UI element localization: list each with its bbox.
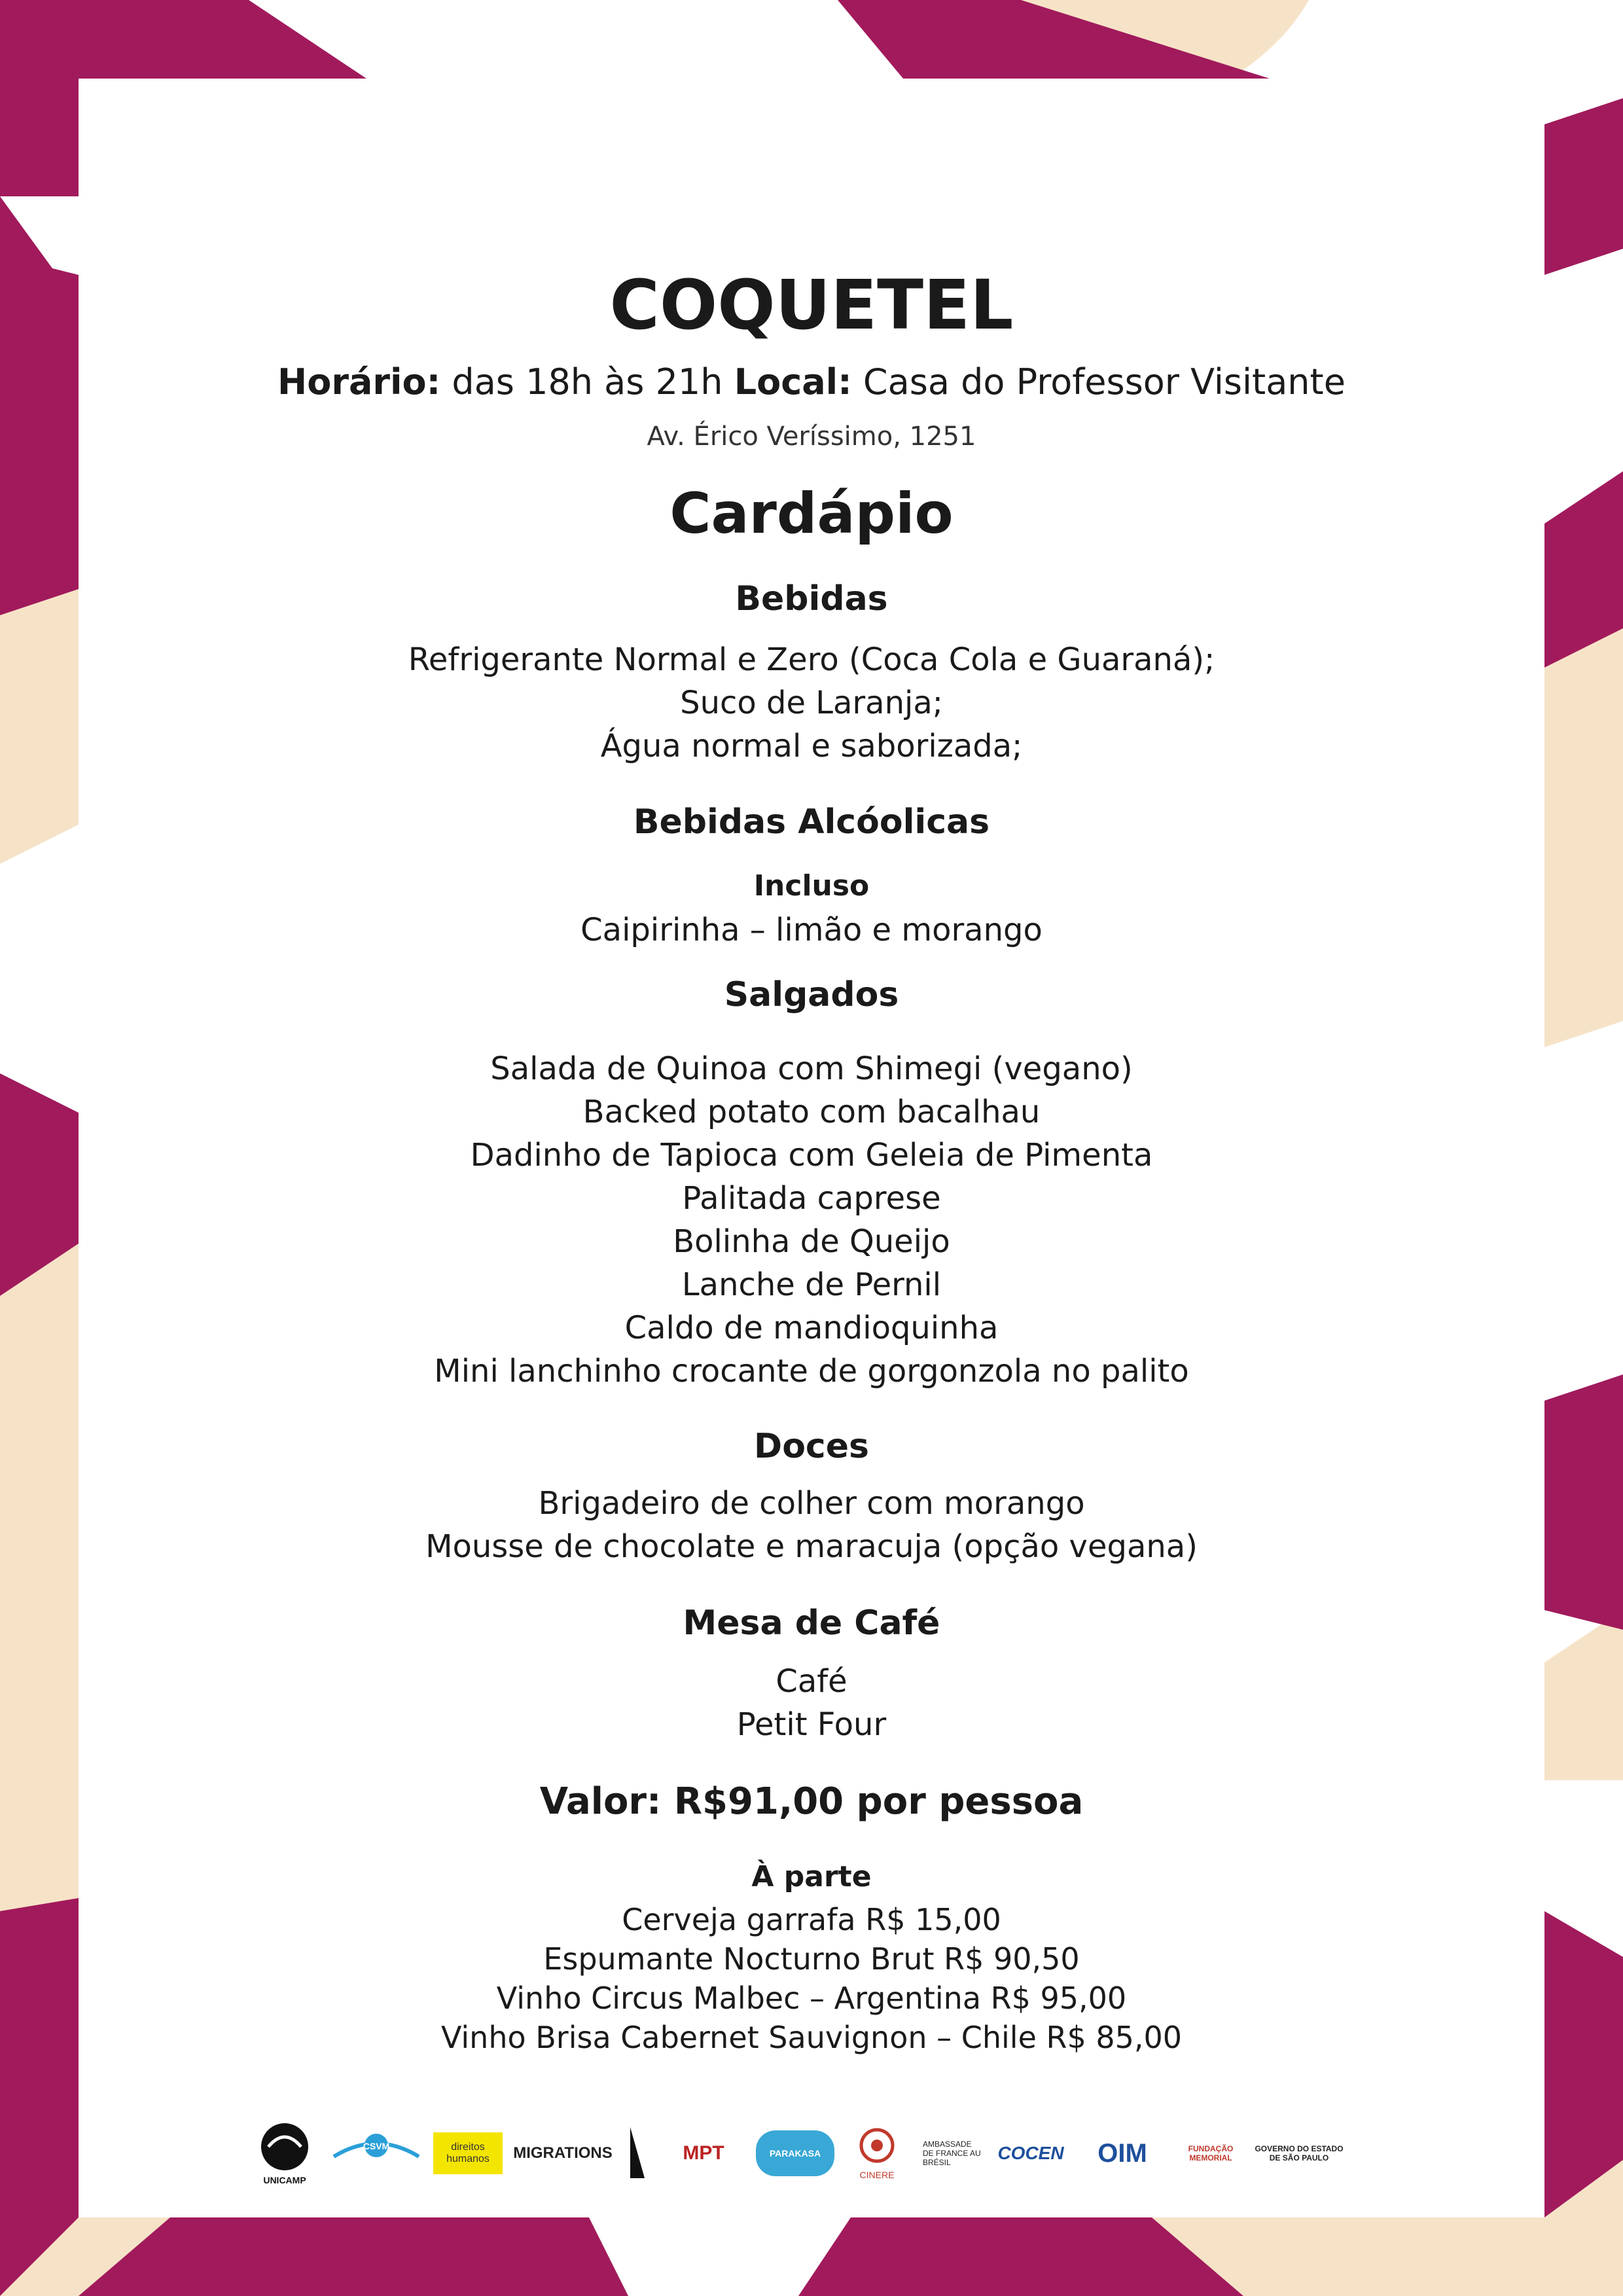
direitos-humanos-logo: direitos humanos xyxy=(432,2121,504,2186)
bg-shape-cream-left-mid xyxy=(0,589,79,864)
unicamp-logo xyxy=(249,2121,321,2186)
event-title: COQUETEL xyxy=(609,265,1014,345)
list-item: Brigadeiro de colher com morango xyxy=(538,1485,1085,1522)
list-item: Água normal e saborizada; xyxy=(600,728,1023,764)
list-item: Petit Four xyxy=(736,1706,887,1743)
list-item: Caldo de mandioquinha xyxy=(624,1310,999,1346)
svg-text:CSVM: CSVM xyxy=(363,2141,390,2151)
svg-text:UNICAMP: UNICAMP xyxy=(263,2175,306,2185)
list-item: Vinho Brisa Cabernet Sauvignon – Chile R$ 85,00 xyxy=(440,2020,1183,2055)
cinere-logo xyxy=(844,2121,910,2186)
csvm-logo xyxy=(327,2121,425,2186)
section-title-doces: Doces xyxy=(754,1427,869,1466)
list-item: Mini lanchinho crocante de gorgonzola no palito xyxy=(434,1353,1189,1390)
parakasa-logo: PARAKASA xyxy=(753,2121,838,2186)
place-label: Local: xyxy=(734,361,852,403)
bg-shape-cream-right-low xyxy=(1544,1610,1623,1780)
bg-shape-magenta-right-lower xyxy=(1544,1374,1623,1630)
sail-icon xyxy=(625,2121,651,2186)
ambassade-logo: AMBASSADE DE FRANCE AU BRÉSIL xyxy=(923,2140,981,2167)
cocen-logo: COCEN xyxy=(997,2143,1064,2163)
section-title-alcoolicas: Bebidas Alcóolicas xyxy=(633,802,990,842)
list-item: Cerveja garrafa R$ 15,00 xyxy=(622,1902,1001,1937)
price-per-person: Valor: R$91,00 por pessoa xyxy=(539,1780,1084,1823)
list-item: Espumante Nocturno Brut R$ 90,50 xyxy=(543,1941,1080,1977)
oim-logo: OIM xyxy=(1097,2138,1147,2168)
sail-logo xyxy=(622,2121,654,2186)
list-item: Salada de Quinoa com Shimegi (vegano) xyxy=(490,1050,1133,1087)
list-item: Palitada caprese xyxy=(682,1180,941,1217)
section-title-extras: À parte xyxy=(751,1860,872,1893)
section-title-cafe: Mesa de Café xyxy=(683,1604,940,1643)
list-item: Refrigerante Normal e Zero (Coca Cola e Guaraná); xyxy=(408,641,1215,678)
time-value: das 18h às 21h xyxy=(440,361,734,403)
event-info xyxy=(79,361,1544,403)
list-item: Café xyxy=(776,1663,847,1700)
list-item: Lanche de Pernil xyxy=(681,1266,942,1303)
list-item: Suco de Laranja; xyxy=(680,685,943,721)
list-item: Mousse de chocolate e maracuja (opção vegana) xyxy=(425,1528,1198,1565)
time-label: Horário: xyxy=(277,361,441,403)
fundacao-memorial-logo: FUNDAÇÃO MEMORIAL xyxy=(1188,2144,1234,2162)
partner-logos xyxy=(249,2121,1374,2193)
csvm-icon xyxy=(327,2121,425,2186)
list-item: Dadinho de Tapioca com Geleia de Pimenta xyxy=(470,1137,1153,1174)
unicamp-icon xyxy=(255,2121,314,2186)
bg-shape-magenta-left-upper xyxy=(0,196,79,615)
bg-shape-magenta-bottom-left xyxy=(79,2217,628,2296)
list-item: Bolinha de Queijo xyxy=(673,1223,950,1260)
svg-text:CINERE: CINERE xyxy=(859,2170,895,2180)
event-address: Av. Érico Veríssimo, 1251 xyxy=(647,422,976,452)
cinere-icon xyxy=(847,2121,906,2186)
section-title-salgados: Salgados xyxy=(724,975,899,1014)
bg-shape-cream-right-mid xyxy=(1544,628,1623,1047)
section-subtitle-incluso: Incluso xyxy=(753,869,870,903)
governo-sp-logo: GOVERNO DO ESTADO DE SÃO PAULO xyxy=(1255,2144,1344,2162)
bg-shape-cream-left-low xyxy=(0,1244,79,1950)
bg-shape-magenta-right-top xyxy=(1544,98,1623,275)
migrations-logo: MIGRATIONS xyxy=(513,2144,613,2162)
section-title-bebidas: Bebidas xyxy=(735,579,888,619)
list-item: Caipirinha – limão e morango xyxy=(580,912,1043,948)
mpt-logo: MPT xyxy=(683,2142,724,2164)
menu-title: Cardápio xyxy=(669,481,954,547)
place-value: Casa do Professor Visitante xyxy=(851,361,1346,403)
list-item: Backed potato com bacalhau xyxy=(582,1094,1041,1130)
list-item: Vinho Circus Malbec – Argentina R$ 95,00 xyxy=(496,1981,1127,2016)
